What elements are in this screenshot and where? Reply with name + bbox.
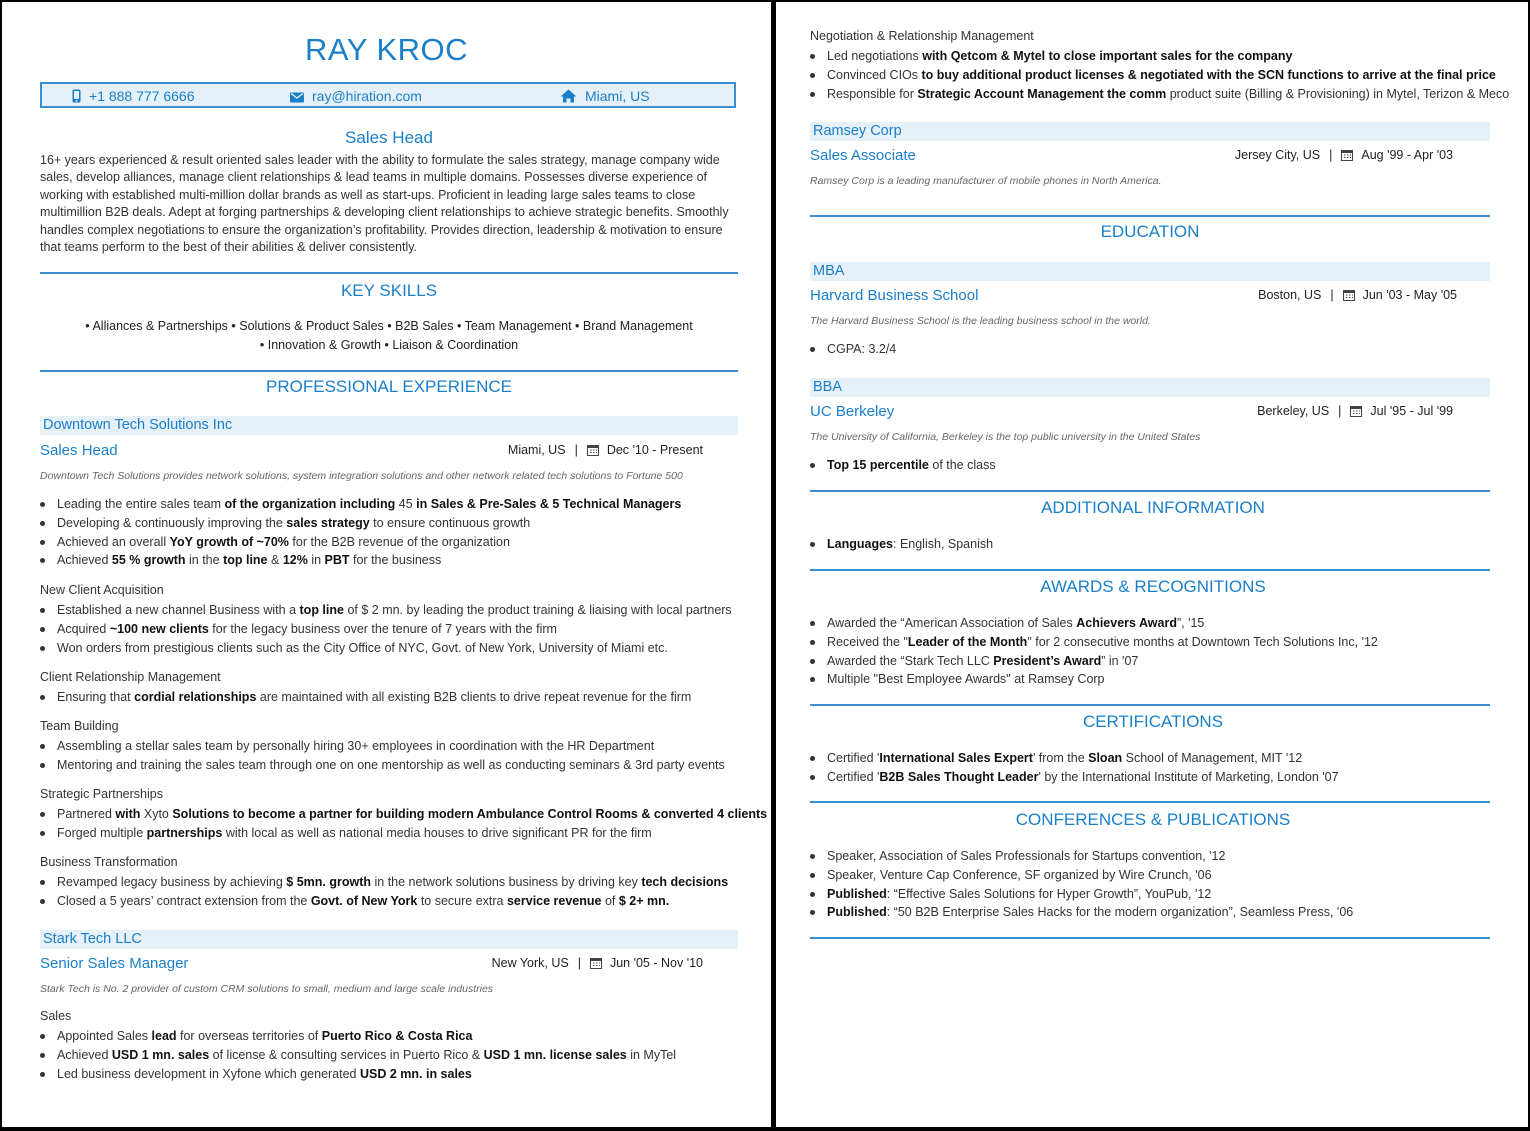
group-heading: Client Relationship Management [40,670,221,684]
job-meta: New York, US | Jun '05 - Nov '10 [491,956,703,970]
bullet-text: Led business development in Xyfone which generated [57,1066,360,1081]
company-band: Ramsey Corp [810,122,1490,141]
bullet-text: Developing & continuously improving the [57,515,287,530]
bullet-item [40,551,681,570]
bullet-item [810,866,1353,885]
company-description: Downtown Tech Solutions provides network solutions, system integration solutions and other network related tech solutions to Fortune 500 [40,470,683,482]
bullet-text: Speaker, Venture Cap Conference, SF organized by Wire Crunch, '06 [827,867,1212,882]
bullet-emphasis: PBT [324,553,350,568]
bullet-text: Received the " [827,634,908,649]
bullet-item [40,824,767,843]
bullet-text: ' from the [1032,751,1089,765]
bullet-text: with local as well as national media houses to drive significant PR for the firm [222,825,652,840]
bullet-item [810,670,1378,689]
bullet-text: Appointed Sales [57,1029,152,1043]
bullet-text: Acquired [57,621,110,636]
bullet-item [40,495,681,514]
bullet-emphasis: Leader of the Month [907,634,1028,649]
bullet-text: Mentoring and training the sales team through one on one mentorship as well as conducting seminars & 3rd party events [57,757,725,772]
experience-title: PROFESSIONAL EXPERIENCE [266,377,512,396]
job-meta: Jersey City, US | Aug '99 - Apr '03 [1234,148,1453,162]
company-description: Ramsey Corp is a leading manufacturer of mobile phones in North America. [810,175,1162,187]
bullet-text: Achieved [57,1047,112,1062]
bullet-item [40,1046,676,1065]
bullet-text: Established a new channel Business with a [57,603,300,617]
group-heading: Team Building [40,719,119,733]
bullet-item [810,456,996,475]
calendar-icon [1343,289,1355,301]
bullet-item [40,514,681,533]
bullet-emphasis: Sloan [1088,751,1123,765]
bullet-item [40,620,732,639]
bullet-text: Responsible for [827,86,918,101]
company-description: Stark Tech is No. 2 provider of custom CRM solutions to small, medium and large scale industries [40,983,494,995]
email-item [290,88,422,104]
bullet-text: in MyTel [626,1047,677,1062]
bullet-emphasis: YoY growth of ~70% [169,534,289,549]
bullet-emphasis: lead [151,1029,177,1043]
bullet-text: Speaker, Association of Sales Professionals for Startups convention, '12 [827,849,1226,863]
bullet-emphasis: B2B Sales Thought Leader [879,769,1039,784]
bullet-emphasis: 55 % growth [111,553,186,568]
bullet-emphasis: $ 2+ mn. [618,893,670,908]
bullet-text: Revamped legacy business by achieving [57,875,287,889]
bullet-emphasis: Strategic Account Management the comm [917,86,1167,101]
bullet-item [810,535,993,554]
phone-item [72,88,195,104]
bullet-list [40,873,728,911]
calendar-icon [1341,149,1353,161]
bullet-text: " for 2 consecutive months at Downtown Tech Solutions Inc, '12 [1027,634,1378,649]
school-description: The University of California, Berkeley is the top public university in the United States [810,431,1201,443]
bullet-item [810,885,1353,904]
email-text: ray@hiration.com [312,88,422,104]
edu-meta: Berkeley, US | Jul '95 - Jul '99 [1257,404,1453,418]
bullet-text: to ensure continuous growth [369,515,531,530]
bullet-emphasis: International Sales Expert [879,751,1033,765]
bullet-list [810,749,1339,787]
bullet-emphasis: partnerships [146,825,223,840]
skills-list [40,317,738,355]
school-name: Harvard Business School [810,287,979,304]
bullet-text: Leading the entire sales team [57,497,221,511]
edu-location: Boston, US [1258,288,1322,302]
bullet-emphasis: President’s Award [993,653,1102,668]
bullet-emphasis: sales strategy [286,515,370,530]
job-title: Sales Head [40,442,118,459]
bullet-item [40,737,725,756]
bullet-item [40,805,767,824]
bullet-text: Xyto [143,807,169,821]
bullet-list [810,456,996,475]
bullet-item [40,601,732,620]
calendar-icon [587,444,599,456]
bullet-emphasis: tech decisions [641,875,729,889]
bullet-item [40,1065,676,1084]
bullet-text: : English, Spanish [893,537,994,551]
bullet-item [40,639,732,658]
job-location: New York, US [491,956,569,970]
company-band: Stark Tech LLC [40,930,738,949]
bullet-emphasis: with [111,807,144,821]
divider [810,490,1490,492]
bullet-item [40,756,725,775]
bullet-text: CGPA: 3.2/4 [827,342,897,356]
bullet-text: ' by the International Institute of Marketing, London '07 [1038,769,1339,784]
bullet-item [40,533,681,552]
location-item [560,88,650,104]
bullet-text: of $ 2 mn. by leading the product training & liaising with local partners [343,603,732,617]
bullet-text: Certified ' [827,751,880,765]
bullet-item [810,66,1509,85]
bullet-text: in [307,553,325,568]
job-title: Sales Associate [810,147,916,164]
bullet-list [40,601,732,657]
bullet-list [810,847,1353,922]
bullet-text: are maintained with all existing B2B clients to drive repeat revenue for the firm [256,690,692,704]
bullet-emphasis: USD 2 mn. in sales [359,1066,472,1081]
bullet-emphasis: of the organization including [221,497,399,511]
bullet-text: 45 [398,497,413,511]
bullet-list [40,1027,676,1083]
bullet-text: Forged multiple [57,825,147,840]
bullet-text: product suite (Billing & Provisioning) in Mytel, Terizon & Meco [1166,86,1510,101]
location-text: Miami, US [585,88,650,104]
bullet-text: for the legacy business over the tenure of 7 years with the firm [208,621,557,636]
group-heading: New Client Acquisition [40,583,164,597]
bullet-item [810,85,1509,104]
bullet-text: Awarded the “American Association of Sales [827,616,1077,630]
bullet-text: Awarded the “Stark Tech LLC [827,653,994,668]
edu-location: Berkeley, US [1257,404,1330,418]
contact-bar [40,82,736,108]
group-heading: Strategic Partnerships [40,787,163,801]
bullet-text: Closed a 5 years’ contract extension from the [57,893,311,908]
summary-text: 16+ years experienced & result oriented sales leader with the ability to formulate the sales strategy, manage company wide sales, develop alliances, manage client relationships & lead teams in multiple domains. Possesses diverse experience of working with established multi-million dollar brands as well as start-ups. Proficient in leading large sales teams to close multimillion B2B deals. Adept at forging partnerships & developing client relationships to achieve strategic benefits. Smoothly handles complex negotiations to ensure the organization’s profitability. Provides direction, leadership & motivation to ensure that teams perform to the best of their abilities & deliver consistently. [40,153,729,255]
education-title: EDUCATION [1100,222,1200,241]
skills-line-2: • Innovation & Growth • Liaison & Coordination [259,338,519,352]
school-name: UC Berkeley [810,403,895,420]
bullet-emphasis: ~100 new clients [109,621,209,636]
home-icon [560,89,577,103]
bullet-text: Won orders from prestigious clients such as the City Office of NYC, Govt. of New York, University of Miami etc. [57,640,668,655]
bullet-text: & [267,553,283,568]
additional-title: ADDITIONAL INFORMATION [1041,498,1265,517]
bullet-text: in the network solutions business by driving key [371,875,642,889]
conferences-title: CONFERENCES & PUBLICATIONS [1015,810,1291,829]
bullet-text: ” in '07 [1101,653,1139,668]
bullet-list [40,688,691,707]
phone-icon [72,89,81,103]
group-heading: Business Transformation [40,855,178,869]
divider [40,272,738,274]
bullet-item [810,652,1378,671]
awards-title: AWARDS & RECOGNITIONS [1040,577,1266,596]
job-dates: Aug '99 - Apr '03 [1361,148,1453,162]
school-description: The Harvard Business School is the leading business school in the world. [810,315,1151,327]
bullet-emphasis: Achievers Award [1076,616,1177,630]
divider [810,937,1490,939]
job-title: Senior Sales Manager [40,955,189,972]
job-location: Jersey City, US [1234,148,1321,162]
candidate-name: RAY KROC [304,32,469,67]
bullet-item [810,633,1378,652]
bullet-list [810,340,896,359]
job-meta: Miami, US | Dec '10 - Present [507,443,703,457]
calendar-icon [1350,405,1362,417]
bullet-text: ”, '15 [1176,616,1205,630]
bullet-list [40,495,681,570]
bullet-text: for the business [349,553,442,568]
bullet-emphasis: Puerto Rico & Costa Rica [321,1029,473,1043]
bullet-text: : “50 B2B Enterprise Sales Hacks for the modern organization”, Seamless Press, '06 [886,905,1354,920]
skills-title: KEY SKILLS [340,281,438,300]
bullet-list [810,614,1378,689]
phone-text: +1 888 777 6666 [89,88,195,104]
edu-dates: Jul '95 - Jul '99 [1370,404,1453,418]
bullet-text: Certified ' [827,769,880,784]
bullet-emphasis: top line [223,553,268,568]
edu-dates: Jun '03 - May '05 [1362,288,1457,302]
bullet-emphasis: to buy additional product licenses & negotiated with the SCN functions to arrive at the final price [918,67,1496,82]
bullet-text: to secure extra [417,893,507,908]
bullet-text: in the [185,553,224,568]
bullet-emphasis: service revenue [506,893,602,908]
divider [810,215,1490,217]
bullet-emphasis: cordial relationships [134,690,257,704]
bullet-emphasis: Published [827,886,887,901]
company-band: Downtown Tech Solutions Inc [40,416,738,435]
bullet-text: for overseas territories of [176,1029,322,1043]
bullet-text: of the class [928,458,996,472]
bullet-text: Multiple "Best Employee Awards" at Ramsey Corp [827,672,1105,687]
bullet-text: Achieved an overall [57,534,170,549]
bullet-emphasis: in Sales & Pre-Sales & 5 Technical Managers [412,497,682,511]
bullet-item [40,892,728,911]
bullet-text: Assembling a stellar sales team by personally hiring 30+ employees in coordination with the HR Department [57,739,655,753]
bullet-emphasis: 12% [282,553,308,568]
summary-title: Sales Head [345,128,433,147]
group-heading: Negotiation & Relationship Management [810,29,1034,43]
bullet-text: Led negotiations [827,49,919,63]
bullet-emphasis: $ 5mn. growth [286,875,372,889]
group-heading: Sales [40,1009,72,1023]
job-dates: Dec '10 - Present [606,443,703,457]
bullet-item [810,47,1509,66]
bullet-emphasis: Solutions to become a partner for building modern Ambulance Control Rooms & converted 4 clients [168,807,768,821]
bullet-item [810,847,1353,866]
bullet-item [40,1027,676,1046]
bullet-text: of license & consulting services in Puerto Rico & [209,1047,484,1062]
bullet-text: Achieved [57,553,112,568]
bullet-text: of [601,893,619,908]
bullet-emphasis: Languages [827,537,893,551]
bullet-text: School of Management, MIT '12 [1122,751,1303,765]
bullet-text: Ensuring that [57,690,135,704]
bullet-item [810,749,1339,768]
edu-meta: Boston, US | Jun '03 - May '05 [1258,288,1457,302]
resume-page-1 [2,2,771,1127]
bullet-emphasis: USD 1 mn. license sales [483,1047,627,1062]
skills-line-1: • Alliances & Partnerships • Solutions & Product Sales • B2B Sales • Team Management • Brand Management [85,319,693,333]
divider [810,801,1490,803]
bullet-list [40,737,725,775]
bullet-emphasis: Top 15 percentile [827,458,929,472]
degree-band: MBA [810,262,1490,281]
bullet-emphasis: Govt. of New York [310,893,418,908]
bullet-item [810,340,896,359]
bullet-item [810,903,1353,922]
calendar-icon [590,957,602,969]
bullet-emphasis: with Qetcom & Mytel to close important sales for the company [918,49,1293,63]
envelope-icon [290,92,304,103]
bullet-emphasis: Published [827,905,887,920]
bullet-item [40,873,728,892]
resume-page-2 [776,2,1528,1127]
divider [810,569,1490,571]
bullet-text: : “Effective Sales Solutions for Hyper Growth”, YouPub, '12 [886,886,1212,901]
job-dates: Jun '05 - Nov '10 [609,956,703,970]
bullet-text: Convinced CIOs [827,67,919,82]
bullet-list [810,535,993,554]
bullet-item [810,614,1378,633]
bullet-item [40,688,691,707]
degree-band: BBA [810,378,1490,397]
bullet-list [40,805,767,843]
bullet-emphasis: USD 1 mn. sales [111,1047,210,1062]
certifications-title: CERTIFICATIONS [1082,712,1224,731]
bullet-emphasis: top line [299,603,344,617]
bullet-text: Partnered [57,807,112,821]
divider [810,704,1490,706]
bullet-list [810,47,1509,103]
bullet-text: for the B2B revenue of the organization [288,534,510,549]
job-location: Miami, US [507,443,566,457]
bullet-item [810,768,1339,787]
divider [40,370,738,372]
